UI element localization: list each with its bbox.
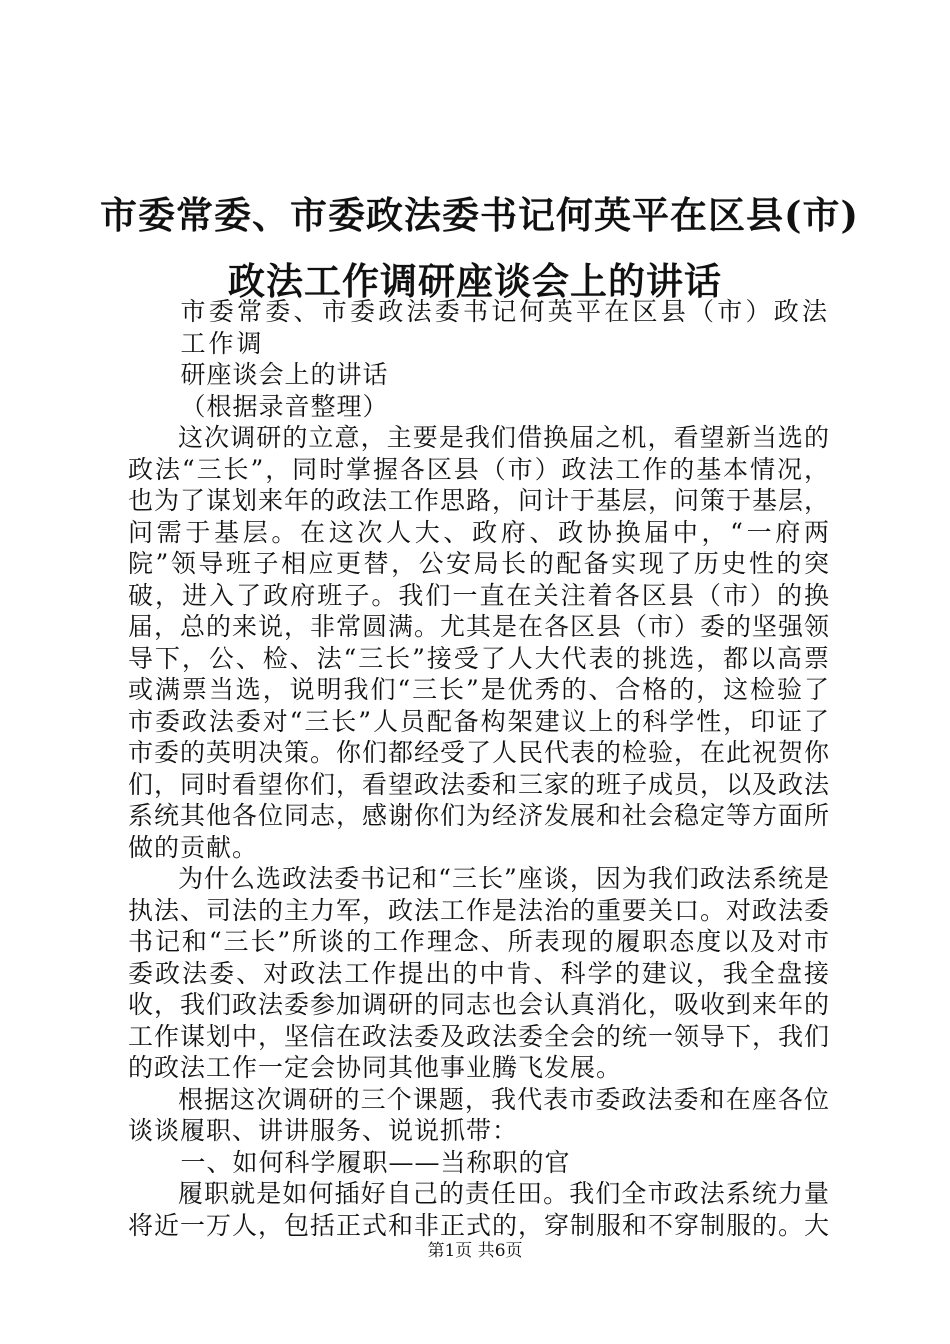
page-footer: 第1页 共6页 (427, 1241, 523, 1261)
title-line-2: 政法工作调研座谈会上的讲话 (228, 259, 722, 303)
paragraph-2: 为什么选政法委书记和“三长”座谈，因为我们政法系统是执法、司法的主力军，政法工作是法治的重要关口。对政法委书记和“三长”所谈的工作理念、所表现的履职态度以及对市委政法委、对政法工作提出的中肯、科学的建议，我全盘接收，我们政法委参加调研的同志也会认真消化，吸收到来年的工作谋划中，坚信在政法委及政法委全会的统一领导下，我们的政法工作一定会协同其他事业腾飞发展。 (128, 864, 831, 1082)
document-body (128, 296, 830, 1241)
document-title (100, 182, 860, 314)
title-line-1: 市委常委、市委政法委书记何英平在区县(市) (100, 193, 860, 237)
subtitle-line-2: 研座谈会上的讲话 (180, 360, 389, 389)
paragraph-3: 根据这次调研的三个课题，我代表市委政法委和在座各位谈谈履职、讲讲服务、说说抓带： (128, 1084, 830, 1145)
paragraph-1: 这次调研的立意，主要是我们借换届之机，看望新当选的政法“三长”，同时掌握各区县（市）政法工作的基本情况，也为了谋划来年的政法工作思路，问计于基层，问策于基层，问需于基层。在这次人大、政府、政协换届中，“一府两院”领导班子相应更替，公安局长的配备实现了历史性的突破，进入了政府班子。我们一直在关注着各区县（市）的换届，总的来说，非常圆满。尤其是在各区县（市）委的坚强领导下，公、检、法“三长”接受了人大代表的挑选，都以高票或满票当选，说明我们“三长”是优秀的、合格的，这检验了市委政法委对“三长”人员配备构架建议上的科学性，印证了市委的英明决策。你们都经受了人民代表的检验，在此祝贺你们，同时看望你们，看望政法委和三家的班子成员，以及政法系统其他各位同志，感谢你们为经济发展和社会稳定等方面所做的贡献。 (128, 423, 831, 862)
paragraph-4: 履职就是如何插好自己的责任田。我们全市政法系统力量将近一万人，包括正式和非正式的，穿制服和不穿制服的。大 (128, 1179, 831, 1240)
subtitle-line-1: 市委常委、市委政法委书记何英平在区县（市）政法工作调 (180, 297, 830, 358)
section-heading-1: 一、如何科学履职——当称职的官 (180, 1147, 571, 1177)
transcription-note: （根据录音整理） (180, 391, 389, 421)
